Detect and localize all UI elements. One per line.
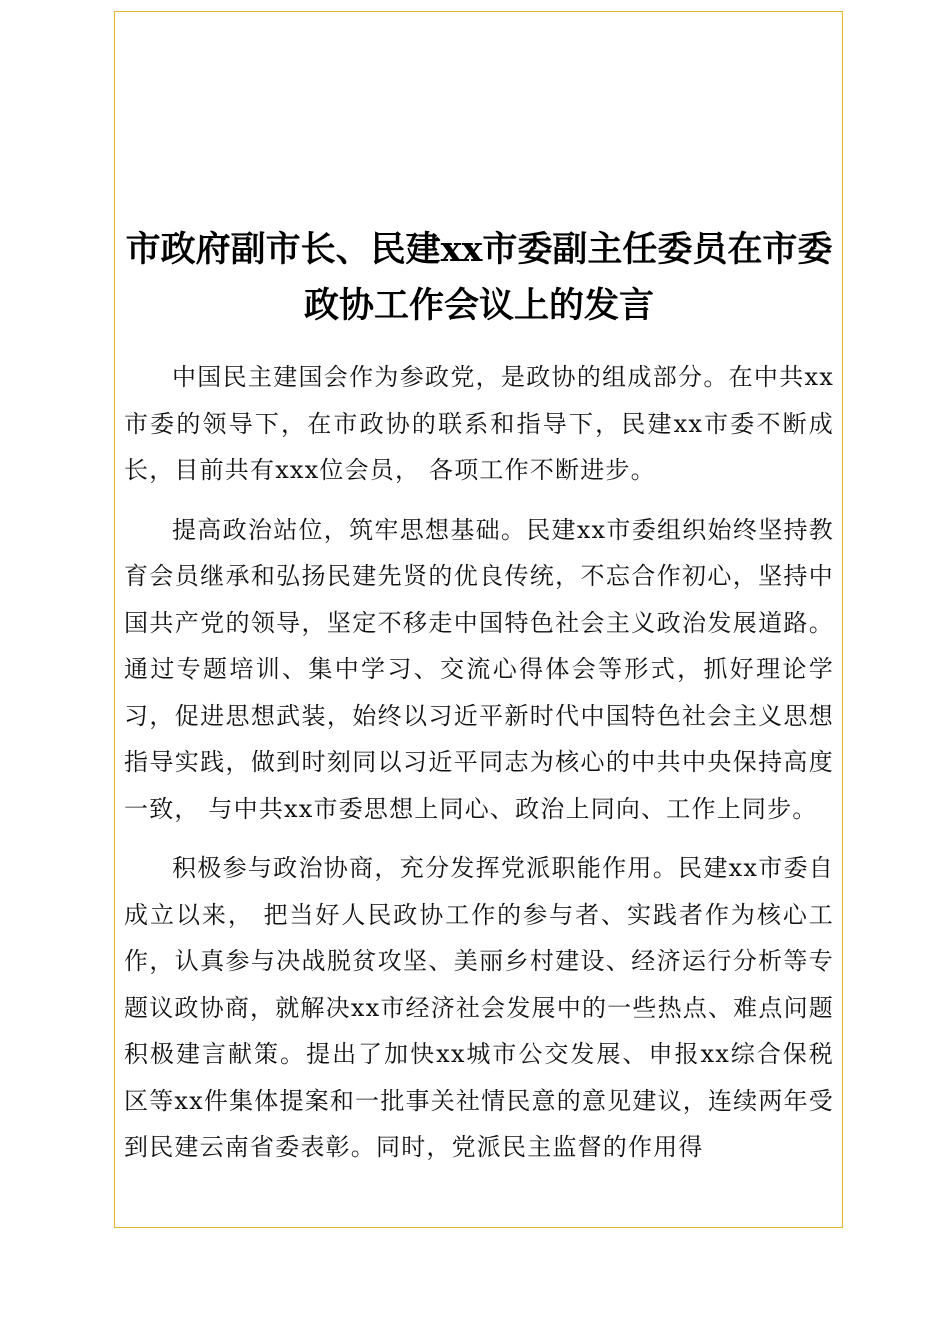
paragraph-intro: 中国民主建国会作为参政党，是政协的组成部分。在中共xx市委的领导下，在市政协的联系和指导下，民建xx市委不断成长，目前共有xxx位会员， 各项工作不断进步。	[124, 363, 834, 484]
document-content	[124, 222, 834, 1171]
paragraph-political-stance: 提高政治站位，筑牢思想基础。民建xx市委组织始终坚持教育会员继承和弘扬民建先贤的优良传统，不忘合作初心，坚持中国共产党的领导，坚定不移走中国特色社会主义政治发展道路。通过专题培训、集中学习、交流心得体会等形式，抓好理论学习，促进思想武装，始终以习近平新时代中国特色社会主义思想指导实践，做到时刻同以习近平同志为核心的中共中央保持高度一致， 与中共xx市委思想上同心、政治上同向、工作上同步。	[124, 515, 834, 823]
document-title: 市政府副市长、民建xx市委副主任委员在市委政协工作会议上的发言	[125, 229, 833, 326]
paragraph-political-consultation: 积极参与政治协商，充分发挥党派职能作用。民建xx市委自成立以来， 把当好人民政协工作的参与者、实践者作为核心工作，认真参与决战脱贫攻坚、美丽乡村建设、经济运行分析等专题议政协商，就解决xx市经济社会发展中的一些热点、难点问题积极建言献策。提出了加快xx城市公交发展、申报xx综合保税区等xx件集体提案和一批事关社情民意的意见建议，连续两年受到民建云南省委表彰。同时，党派民主监督的作用得	[124, 854, 834, 1161]
